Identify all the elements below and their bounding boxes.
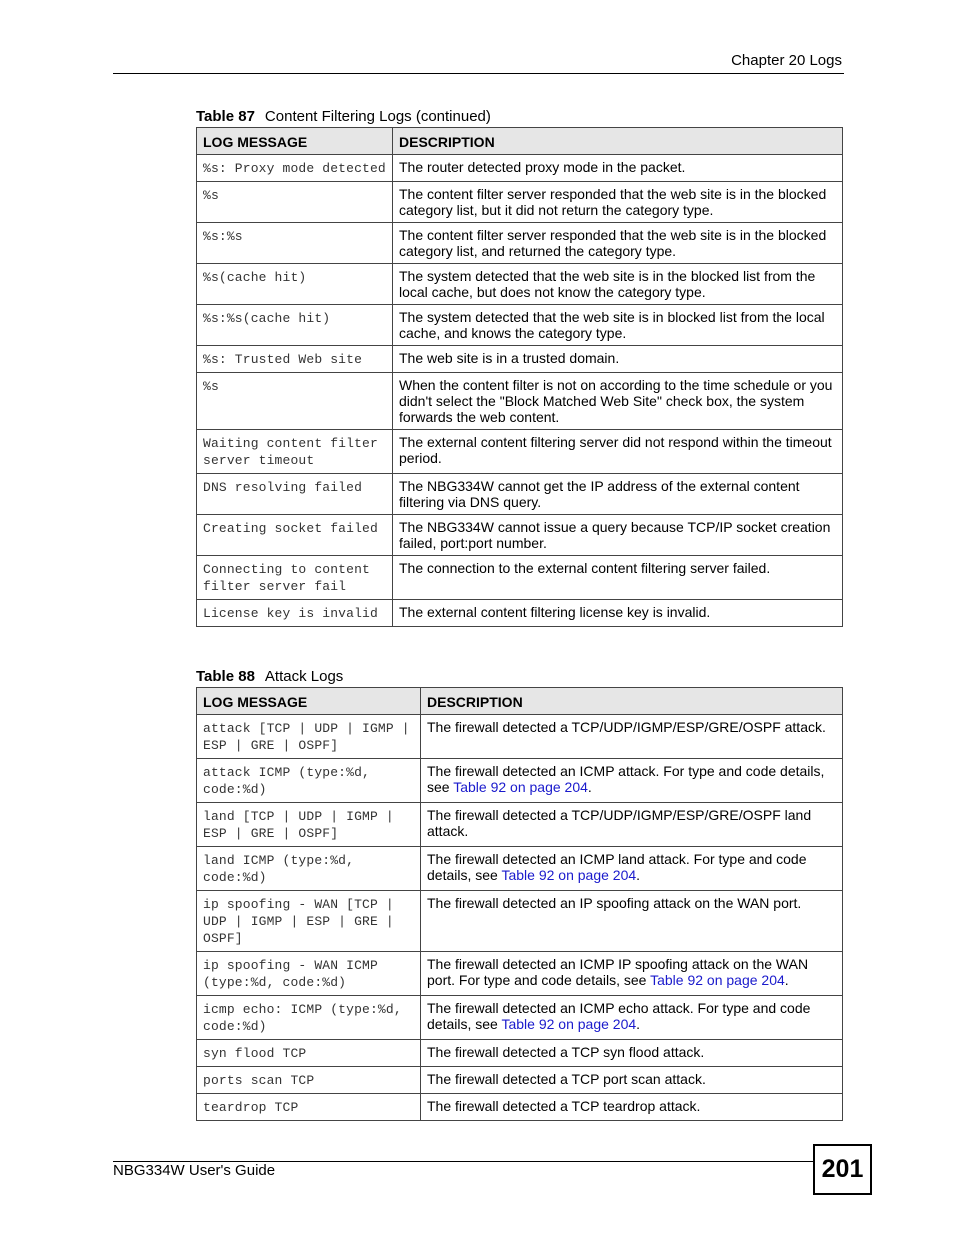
- log-message-cell: %s(cache hit): [197, 264, 393, 305]
- description-cell: The content filter server responded that the web site is in the blocked category list, but it did not return the category type.: [393, 182, 843, 223]
- description-suffix: .: [784, 972, 789, 988]
- description-cell: [421, 803, 843, 847]
- description-cell: When the content filter is not on according to the time schedule or you didn't select the "Block Matched Web Site" check box, the system forwards the web content.: [393, 373, 843, 430]
- description-cell: The NBG334W cannot issue a query because TCP/IP socket creation failed, port:port number.: [393, 515, 843, 556]
- log-message-cell: teardrop TCP: [197, 1094, 421, 1121]
- header-divider: [113, 73, 844, 74]
- log-message-cell: land [TCP | UDP | IGMP | ESP | GRE | OSPF]: [197, 803, 421, 847]
- table-row: [197, 182, 843, 223]
- description-cell: The content filter server responded that the web site is in the blocked category list, and returned the category type.: [393, 223, 843, 264]
- description-text: The firewall detected a TCP syn flood attack.: [427, 1044, 705, 1060]
- description-suffix: .: [636, 867, 641, 883]
- table-88-title: Attack Logs: [264, 668, 344, 685]
- log-message-cell: %s:%s: [197, 223, 393, 264]
- description-cell: [421, 891, 843, 952]
- log-message-cell: %s: [197, 373, 393, 430]
- description-cell: The connection to the external content filtering server failed.: [393, 556, 843, 600]
- attack-logs-table: [196, 687, 843, 1121]
- table-row: [197, 715, 843, 759]
- log-message-cell: land ICMP (type:%d, code:%d): [197, 847, 421, 891]
- log-message-cell: ip spoofing - WAN [TCP | UDP | IGMP | ESP | GRE | OSPF]: [197, 891, 421, 952]
- log-message-cell: %s: [197, 182, 393, 223]
- log-message-cell: syn flood TCP: [197, 1040, 421, 1067]
- table-row: [197, 952, 843, 996]
- description-suffix: .: [587, 779, 592, 795]
- description-cell: [421, 1040, 843, 1067]
- log-message-cell: Waiting content filter server timeout: [197, 430, 393, 474]
- table-header-row: [197, 128, 843, 155]
- description-cell: [421, 1067, 843, 1094]
- description-cell: The system detected that the web site is in blocked list from the local cache, and knows the category type.: [393, 305, 843, 346]
- column-header-description: DESCRIPTION: [393, 128, 843, 155]
- table-88-caption: [196, 668, 343, 686]
- table-92-link[interactable]: Table 92 on page 204: [501, 867, 637, 883]
- table-row: [197, 155, 843, 182]
- log-message-cell: License key is invalid: [197, 600, 393, 627]
- description-cell: The external content filtering server did not respond within the timeout period.: [393, 430, 843, 474]
- log-message-cell: ports scan TCP: [197, 1067, 421, 1094]
- log-message-cell: Creating socket failed: [197, 515, 393, 556]
- log-message-cell: %s:%s(cache hit): [197, 305, 393, 346]
- table-row: [197, 223, 843, 264]
- page-number: 201: [813, 1144, 872, 1195]
- table-row: [197, 600, 843, 627]
- description-text: The firewall detected an ICMP land attack. For type and code details, see: [427, 851, 807, 883]
- description-text: The firewall detected a TCP/UDP/IGMP/ESP/GRE/OSPF land attack.: [427, 807, 812, 839]
- table-87-number: Table 87: [196, 108, 255, 125]
- log-message-cell: %s: Trusted Web site: [197, 346, 393, 373]
- table-row: [197, 1094, 843, 1121]
- table-92-link[interactable]: Table 92 on page 204: [501, 1016, 637, 1032]
- table-row: [197, 474, 843, 515]
- table-row: [197, 346, 843, 373]
- table-row: [197, 891, 843, 952]
- description-cell: [421, 715, 843, 759]
- description-text: The firewall detected an ICMP attack. For type and code details, see: [427, 763, 825, 795]
- table-row: [197, 1067, 843, 1094]
- chapter-title: Chapter 20 Logs: [731, 52, 842, 69]
- table-header-row: [197, 688, 843, 715]
- description-cell: [421, 1094, 843, 1121]
- table-row: [197, 264, 843, 305]
- table-88-number: Table 88: [196, 668, 255, 685]
- guide-title: NBG334W User's Guide: [113, 1162, 276, 1179]
- table-row: [197, 305, 843, 346]
- description-cell: The router detected proxy mode in the packet.: [393, 155, 843, 182]
- log-message-cell: attack [TCP | UDP | IGMP | ESP | GRE | OSPF]: [197, 715, 421, 759]
- column-header-log-message: LOG MESSAGE: [197, 688, 421, 715]
- log-message-cell: ip spoofing - WAN ICMP (type:%d, code:%d): [197, 952, 421, 996]
- log-message-cell: Connecting to content filter server fail: [197, 556, 393, 600]
- table-row: [197, 996, 843, 1040]
- description-text: The firewall detected a TCP/UDP/IGMP/ESP/GRE/OSPF attack.: [427, 719, 826, 735]
- content-filtering-logs-table: [196, 127, 843, 627]
- log-message-cell: %s: Proxy mode detected: [197, 155, 393, 182]
- table-92-link[interactable]: Table 92 on page 204: [650, 972, 785, 988]
- description-cell: The system detected that the web site is in the blocked list from the local cache, but does not know the category type.: [393, 264, 843, 305]
- table-row: [197, 759, 843, 803]
- table-row: [197, 556, 843, 600]
- table-row: [197, 430, 843, 474]
- description-cell: [421, 996, 843, 1040]
- description-text: The firewall detected an ICMP echo attack. For type and code details, see: [427, 1000, 811, 1032]
- table-87-caption: [196, 108, 491, 126]
- table-row: [197, 515, 843, 556]
- description-suffix: .: [636, 1016, 641, 1032]
- description-text: The firewall detected an IP spoofing attack on the WAN port.: [427, 895, 802, 911]
- description-cell: [421, 952, 843, 996]
- description-cell: The NBG334W cannot get the IP address of the external content filtering via DNS query.: [393, 474, 843, 515]
- table-87-title: Content Filtering Logs (continued): [264, 108, 491, 125]
- description-cell: The external content filtering license key is invalid.: [393, 600, 843, 627]
- table-row: [197, 1040, 843, 1067]
- description-text: The firewall detected a TCP teardrop attack.: [427, 1098, 701, 1114]
- table-row: [197, 373, 843, 430]
- description-text: The firewall detected a TCP port scan attack.: [427, 1071, 706, 1087]
- description-cell: The web site is in a trusted domain.: [393, 346, 843, 373]
- column-header-log-message: LOG MESSAGE: [197, 128, 393, 155]
- table-row: [197, 803, 843, 847]
- log-message-cell: attack ICMP (type:%d, code:%d): [197, 759, 421, 803]
- log-message-cell: icmp echo: ICMP (type:%d, code:%d): [197, 996, 421, 1040]
- column-header-description: DESCRIPTION: [421, 688, 843, 715]
- description-cell: [421, 847, 843, 891]
- table-92-link[interactable]: Table 92 on page 204: [453, 779, 588, 795]
- description-text: The firewall detected an ICMP IP spoofing attack on the WAN port. For type and code details, see: [427, 956, 809, 988]
- log-message-cell: DNS resolving failed: [197, 474, 393, 515]
- description-cell: [421, 759, 843, 803]
- table-row: [197, 847, 843, 891]
